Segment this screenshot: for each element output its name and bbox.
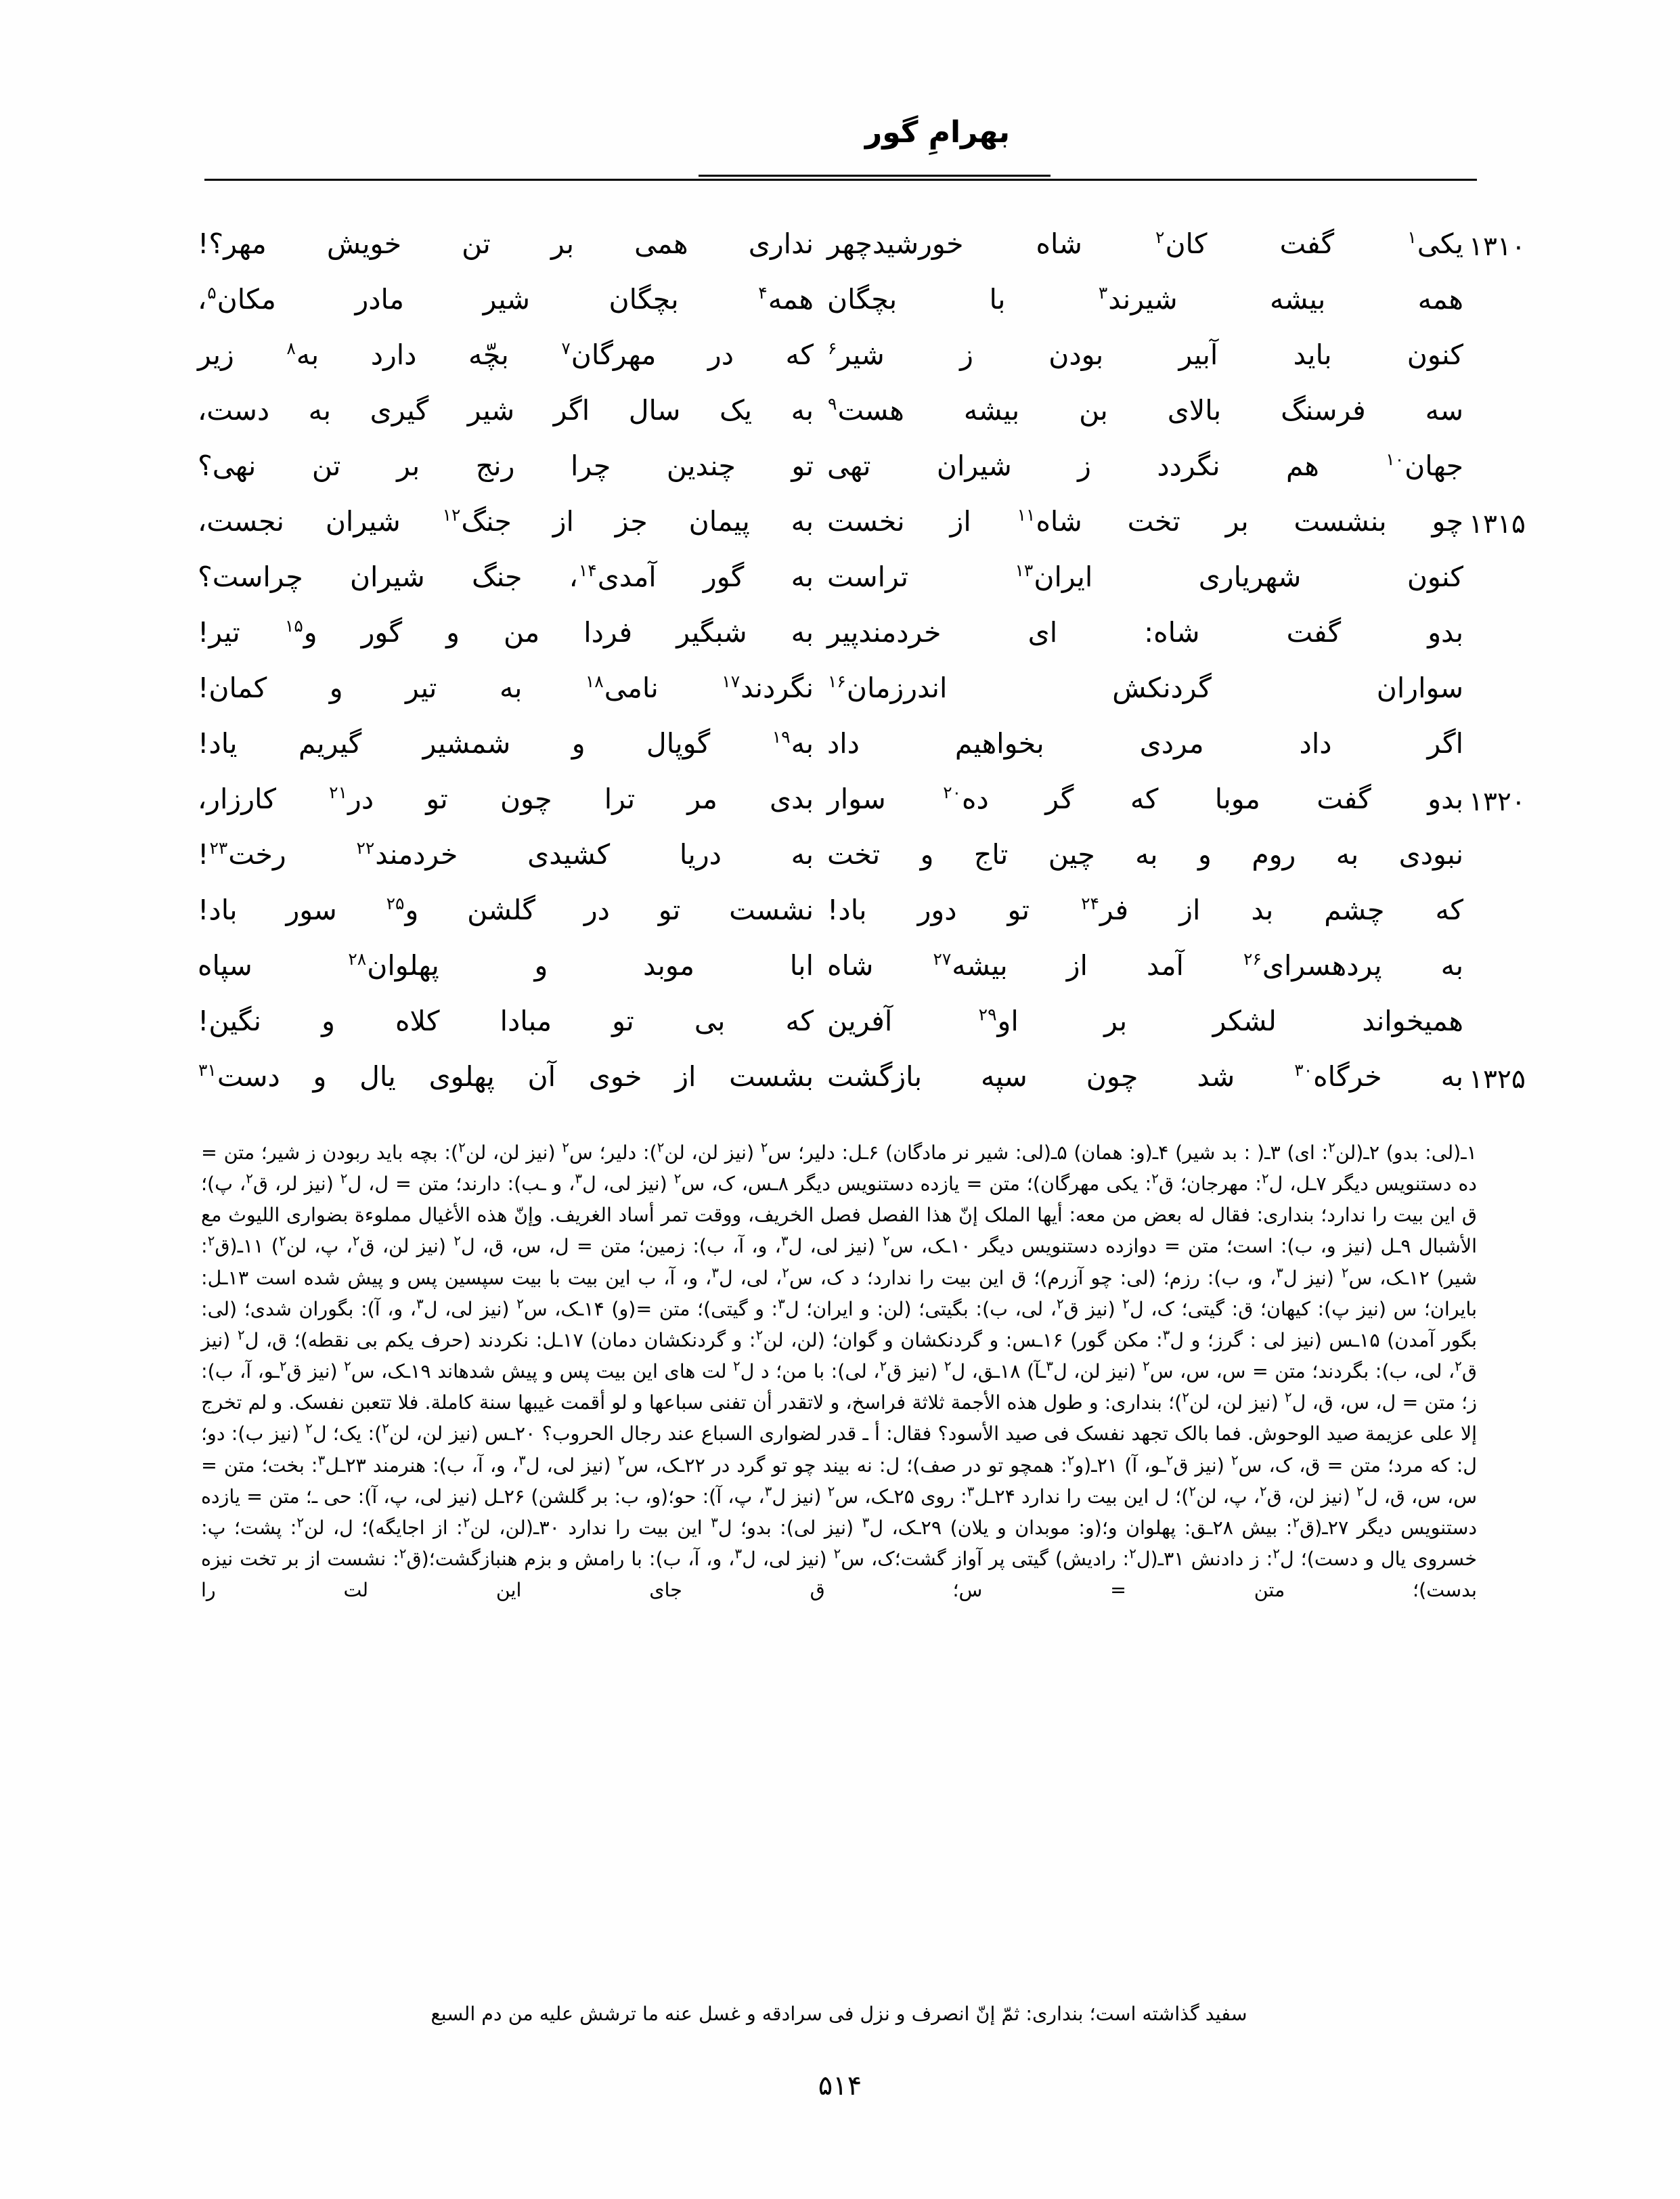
hemistich-first: نبودی به روم و به چین تاج و تخت <box>827 838 1463 871</box>
footnote-apparatus-tail <box>201 1999 1477 2030</box>
page-title: بهرامِ گور <box>864 115 1010 150</box>
verse-couplet <box>198 838 1463 896</box>
hemistich-second: بشست از خوی آن پهلوی یال و دست$^{۳۱}$ <box>198 1060 814 1093</box>
hemistich-first: بدو گفت موبا که گر ده$^{۲۰}$ سوار <box>827 783 1463 815</box>
hemistich-first: سواران گردنکش اندرزمان$^{۱۶}$ <box>828 672 1463 704</box>
verse-couplet <box>198 949 1463 1007</box>
hemistich-second: به یک سال اگر شیر گیری به دست، <box>198 394 814 427</box>
hemistich-second: به$^{۱۹}$ گوپال و شمشیر گیریم یاد! <box>198 727 814 760</box>
hemistich-second: نشست تو در گلشن و$^{۲۵}$ سور باد! <box>198 894 814 926</box>
hemistich-second: که بی تو مبادا کلاه و نگین! <box>198 1005 814 1037</box>
hemistich-first: همیخواند لشکر بر او$^{۲۹}$ آفرین <box>827 1005 1463 1037</box>
footnote-text: ۱ـ(لی: بدو) ۲ـ(لن$^۲$: ای) ۳ـ( : بد شیر) ۴ـ(و: همان) ۵ـ(لی: شیر نر مادگان) ۶ـل: دلیر؛ س$^۲$ (نیز لن، لن$^۲$): دلیر؛ س$^۲$ (نیز لن، لن$^۲$): بچه باید ربودن ز شیر؛ متن = ده دستنویس دیگر ۷ـل، ل$^۲$: مهرجان؛ ق$^۲$: یکی مهرگان)؛ متن = یازده دستنویس دیگر ۸ـس، ک، س$^۲$ (نیز لی، ل$^۳$، و ـب): دارند؛ متن = ل، ل$^۲$ (نیز لر، ق$^۲$، پ)؛ ق این بیت را ندارد؛ بنداری: فقال له بعض من معه: أیها الملک إنّ هذا الفصل فصل الخریف، ووقت تمر أساد الغریف. وإنّ هذه الأغیال مملوءة بضواری اللیوث مع الأشبال ۹ـل (نیز و، ب): است؛ متن = دوازده دستنویس دیگر ۱۰ـک، س$^۲$ (نیز لی، ل$^۳$، و، آ، ب): زمین؛ متن = ل، س، ق، ل$^۲$ (نیز لن، ق$^۲$، پ، لن$^۲$) ۱۱ـ(ق$^۲$: شیر) ۱۲ـک، س$^۲$ (نیز ل$^۳$، و، ب): رزم؛ (لی: چو آزرم)؛ ق این بیت را ندارد؛ د ک، س$^۲$، لی، ل$^۳$، و، آ، ب این بیت با بیت سپسین پس و پیش شده است ۱۳ـل: بایران؛ س (نیز پ): کیهان؛ ق: گیتی؛ ک، ل$^۲$ (نیز ق$^۲$، لی، ب): بگیتی؛ (لن: و ایران؛ ل$^۳$: و گیتی)؛ متن =(و) ۱۴ـک، س$^۲$ (نیز لی، ل$^۳$، و، آ): بگوران شدی؛ (لی: بگور آمدن) ۱۵ـس (نیز لی : گرز؛ و ل$^۳$: مکن گور) ۱۶ـس: و گردنکشان و گوان؛ (لن، لن$^۲$: و گردنکشان دمان) ۱۷ـل: نکردند (حرف یکم بی نقطه)؛ ق، ل$^۲$ (نیز ق$^۲$، لی، ب): بگردند؛ متن = س، س، س$^۲$ (نیز لن، ل$^۳$ـآ) ۱۸ـق، ل$^۲$ (نیز ق$^۲$، لی): با من؛ د ل$^۲$ لت های این بیت پس و پیش شدهاند ۱۹ـک، س$^۲$ (نیز ق$^۲$ـو، آ، ب): ز؛ متن = ل، س، ق، ل$^۲$ (نیز لن، لن$^۲$)؛ بنداری: و طول هذه الأجمة ثلاثة فراسخ، و لاتقدر أن تفنی سباعها و لو أقمت غیبها سنة کاملة. فلا تتعبن نفسک. و لم تخرج إلا علی عزیمة صید الوحوش. فما بالک تجهد نفسک فی صید الأسود؟ فقال: أ ـ قدر لضواری السباع عند رجال الحروب؟ ۲۰ـس (نیز لن، لن$^۲$): یک؛ ل$^۲$ (نیز ب): دو؛ ل: که مرد؛ متن = ق، ک، س$^۲$ (نیز ق$^۲$ـو، آ) ۲۱ـ(و$^۲$: همچو تو در صف)؛ ل: نه بیند چو تو گرد در ۲۲ـک، س$^۲$ (نیز لی، ل$^۳$، و، آ، ب): هنرمند ۲۳ـل$^۳$: بخت؛ متن = س، س، ق، ل$^۲$ (نیز لن، ق$^۲$، پ، لن$^۲$)؛ ل این بیت را ندارد ۲۴ـل$^۳$: روی ۲۵ـک، س$^۲$ (نیز ل$^۳$، پ، آ): حو؛(و، ب: بر گلشن) ۲۶ـل (نیز لی، پ، آ): حی ـ؛ متن = یازده دستنویس دیگر ۲۷ـ(ق$^۲$: بیش ۲۸ـق: پهلوان و؛(و: موبدان و یلان) ۲۹ـک، ل$^۳$ (نیز لی): بدو؛ ل$^۳$ این بیت را ندارد ۳۰ـ(لن، لن$^۲$: از اجایگه)؛ ل، لن$^۲$: پشت؛ پ: خسروی یال و دست)؛ ل$^۲$: ز دادنش ۳۱ـ(ل$^۲$: رادیش) گیتی پر آواز گشت؛ک، س$^۲$ (نیز لی، ل$^۳$، و، آ، ب): با رامش و بزم هنبازگشت؛(ق$^۲$: نشست از بر تخت نیزه بدست)؛ متن = س؛ ق جای این لت را <box>201 1139 1478 1602</box>
verse-couplet <box>198 616 1463 674</box>
footnote-tail-text: سفید گذاشته است؛ بنداری: ثمّ إنّ انصرف و نزل فی سرادقه و غسل عنه ما ترشش علیه من دم السبع <box>430 2003 1247 2025</box>
verse-couplet <box>198 563 1463 619</box>
hemistich-first: سه فرسنگ بالای بن بیشه هست$^۹$ <box>828 394 1463 427</box>
hemistich-second: به دریا کشیدی خردمند$^{۲۲}$ رخت$^{۲۳}$! <box>198 838 814 871</box>
hemistich-first: که چشم بد از فر$^{۲۴}$ تو دور باد! <box>827 894 1463 926</box>
verse-couplet <box>198 674 1463 730</box>
hemistich-first: همه بیشه شیرند$^۳$ با بچگان <box>827 283 1463 315</box>
verse-couplet <box>198 341 1463 397</box>
verse-couplet <box>198 896 1463 952</box>
verse-couplet <box>198 452 1463 508</box>
running-head <box>204 115 1477 190</box>
verse-number: ۱۳۲۵ <box>1469 1064 1526 1095</box>
hemistich-second: به گور آمدی$^{۱۴}$، جنگ شیران چراست؟ <box>198 561 814 593</box>
header-divider-thick <box>699 175 1051 177</box>
verse-number: ۱۳۱۵ <box>1469 509 1526 540</box>
hemistich-second: ابا موبد و پهلوان$^{۲۸}$ سپاه <box>198 949 814 982</box>
folio-number: ۵۱۴ <box>818 2070 862 2102</box>
verse-number: ۱۳۱۰ <box>1469 232 1526 262</box>
verse-couplet <box>198 1060 1526 1118</box>
hemistich-second: همه$^۴$ بچگان شیر مادر مکان$^۵$، <box>198 283 814 315</box>
hemistich-first: چو بنشست بر تخت شاه$^{۱۱}$ از نخست <box>827 505 1463 538</box>
verse-couplet <box>198 505 1526 563</box>
hemistich-second: نداری همی بر تن خویش مهر؟! <box>198 227 814 260</box>
verse-couplet <box>198 783 1526 841</box>
verse-couplet <box>198 1007 1463 1063</box>
verse-couplet <box>198 394 1463 452</box>
hemistich-first: اگر داد مردی بخواهیم داد <box>827 727 1463 760</box>
verse-number: ۱۳۲۰ <box>1469 787 1526 817</box>
hemistich-second: به پیمان جز از جنگ$^{۱۲}$ شیران نجست، <box>198 505 814 538</box>
hemistich-first: جهان$^{۱۰}$ هم نگردد ز شیران تهی <box>827 450 1463 482</box>
hemistich-second: تو چندین چرا رنج بر تن نهی؟ <box>198 450 814 482</box>
hemistich-second: بدی مر ترا چون تو در$^{۲۱}$ کارزار، <box>198 783 814 815</box>
header-divider <box>204 179 1477 181</box>
verse-couplet <box>198 283 1463 341</box>
verse-block <box>198 227 1526 1118</box>
hemistich-first: بدو گفت شاه: ای خردمندپیر <box>827 616 1463 649</box>
hemistich-first: یکی$^۱$ گفت کان$^۲$ شاه خورشیدچهر <box>827 227 1463 260</box>
hemistich-second: که در مهرگان$^۷$ بچّه دارد به$^۸$ زیر <box>198 339 814 371</box>
hemistich-second: به شبگیر فردا من و گور و$^{۱۵}$ تیر! <box>198 616 814 649</box>
hemistich-first: به پردهسرای$^{۲۶}$ آمد از بیشه$^{۲۷}$ شاه <box>827 949 1463 982</box>
verse-couplet <box>198 227 1526 286</box>
hemistich-first: به خرگاه$^{۳۰}$ شد چون سپه بازگشت <box>827 1060 1463 1093</box>
verse-couplet <box>198 727 1463 785</box>
hemistich-first: کنون باید آبیر بودن ز شیر$^۶$ <box>828 339 1463 371</box>
footnote-apparatus <box>201 1137 1477 1606</box>
hemistich-first: کنون شهریاری ایران$^{۱۳}$ تراست <box>827 561 1463 593</box>
hemistich-second: نگردند$^{۱۷}$ نامی$^{۱۸}$ به تیر و کمان! <box>198 672 814 704</box>
